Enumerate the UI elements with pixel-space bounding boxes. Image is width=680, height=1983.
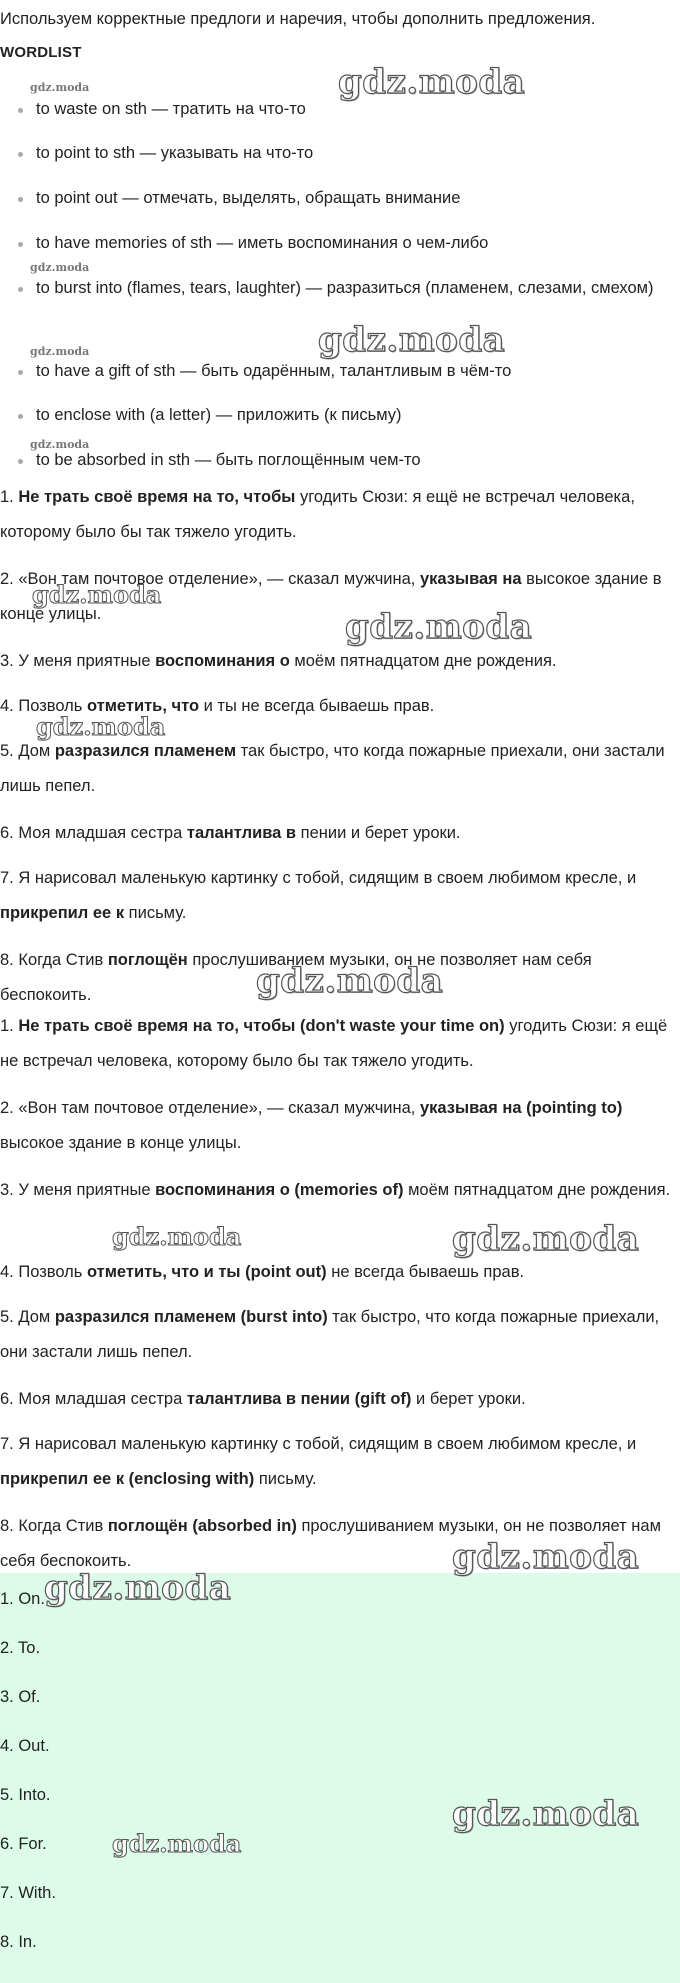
watermark-logo: gdz.moda [318,320,506,360]
sentence: 4. Позволь отметить, что и ты (point out) не всегда бываешь прав. [0,1263,525,1281]
wordlist-item: to point to sth — указывать на что-то [36,136,666,171]
sentence: 6. Моя младшая сестра талантлива в пении (gift of) и берет уроки. [0,1390,526,1408]
wordlist-heading: WORDLIST [0,44,82,61]
task-instruction: Используем корректные предлоги и наречия, чтобы дополнить предложения. [0,10,596,28]
sentence: 3. У меня приятные воспоминания о (memories of) моём пятнадцатом дне рождения. [0,1181,671,1199]
key-phrase: прикрепил ее к (enclosing with) [0,1470,255,1488]
sentence: 1. Не трать своё время на то, чтобы (don't waste your time on) угодить Сюзи: я ещё не встречал человека, которому было бы так тяжело угодить. [0,1017,668,1070]
sentence: 7. Я нарисовал маленькую картинку с тобой, сидящим в своем любимом кресле, и прикрепил ее к письму. [0,869,637,922]
answer-item: 5. Into. [0,1786,51,1804]
watermark-logo: gdz.moda [338,62,526,102]
watermark-logo: gdz.moda [112,1829,242,1858]
watermark-logo: gdz.moda [256,961,444,1001]
key-phrase: отметить, что [86,697,200,715]
answer-item: 6. For. [0,1835,47,1853]
key-phrase: разразился пламенем (burst into) [54,1308,328,1326]
watermark-logo: gdz.moda [345,607,533,647]
sentence: 1. Не трать своё время на то, чтобы угодить Сюзи: я ещё не встречал человека, которому было бы так тяжело угодить. [0,488,635,541]
sentence: 8. Когда Стив поглощён (absorbed in) прослушиванием музыки, он не позволяет нам себя беспокоить. [0,1517,661,1570]
key-phrase: талантлива в пении (gift of) [186,1390,412,1408]
answer-item: 2. To. [0,1639,41,1657]
watermark-logo: gdz.moda [30,261,90,274]
watermark-logo: gdz.moda [44,1568,232,1608]
wordlist-item: to be absorbed in sth — быть поглощённым чем-то [36,443,666,478]
sentence: 3. У меня приятные воспоминания о моём пятнадцатом дне рождения. [0,652,557,670]
sentence: 8. Когда Стив поглощён прослушиванием музыки, он не позволяет нам себя беспокоить. [0,951,592,1004]
sentence: 5. Дом разразился пламенем (burst into) так быстро, что когда пожарные приехали, они застали лишь пепел. [0,1308,660,1361]
watermark-logo: gdz.moda [452,1219,640,1259]
watermark-logo: gdz.moda [452,1794,640,1834]
sentence: 7. Я нарисовал маленькую картинку с тобой, сидящим в своем любимом кресле, и прикрепил ее к (enclosing with) письму. [0,1435,637,1488]
key-phrase: воспоминания о [155,652,290,670]
key-phrase: поглощён [107,951,188,969]
key-phrase: отметить, что и ты (point out) [86,1263,327,1281]
key-phrase: указывая на (pointing to) [419,1099,623,1117]
answer-item: 3. Of. [0,1688,41,1706]
sentence: 2. «Вон там почтовое отделение», — сказал мужчина, указывая на высокое здание в конце улицы. [0,570,662,623]
key-phrase: Не трать своё время на то, чтобы (don't waste your time on) [18,1017,505,1035]
key-phrase: талантлива в [186,824,297,842]
watermark-logo: gdz.moda [452,1537,640,1577]
wordlist-item: to have a gift of sth — быть одарённым, талантливым в чём-то [36,354,666,389]
sentence: 6. Моя младшая сестра талантлива в пении и берет уроки. [0,824,461,842]
watermark-logo: gdz.moda [30,81,90,94]
answers-panel [0,1573,680,1983]
answer-item: 7. With. [0,1884,56,1902]
answer-item: 8. In. [0,1933,37,1951]
wordlist-item: to have memories of sth — иметь воспоминания о чем-либо [36,226,666,261]
answer-item: 1. On. [0,1590,45,1608]
key-phrase: поглощён (absorbed in) [107,1517,297,1535]
wordlist-item: to enclose with (a letter) — приложить (к письму) [36,398,666,433]
watermark-logo: gdz.moda [30,438,90,451]
sentence: 4. Позволь отметить, что и ты не всегда бываешь прав. [0,697,435,715]
watermark-logo: gdz.moda [36,712,166,741]
key-phrase: воспоминания о (memories of) [155,1181,404,1199]
wordlist-item: to burst into (flames, tears, laughter) — разразиться (пламенем, слезами, смехом) [36,271,666,306]
wordlist-item: to waste on sth — тратить на что-то [36,92,666,127]
key-phrase: Не трать своё время на то, чтобы [18,488,296,506]
sentence: 2. «Вон там почтовое отделение», — сказал мужчина, указывая на (pointing to) высокое здание в конце улицы. [0,1099,623,1152]
sentence: 5. Дом разразился пламенем так быстро, что когда пожарные приехали, они застали лишь пепел. [0,742,665,795]
answer-item: 4. Out. [0,1737,50,1755]
key-phrase: прикрепил ее к [0,904,125,922]
watermark-logo: gdz.moda [32,580,162,609]
key-phrase: указывая на [419,570,522,588]
wordlist-item: to point out — отмечать, выделять, обращать внимание [36,181,666,216]
watermark-logo: gdz.moda [112,1222,242,1251]
watermark-logo: gdz.moda [30,345,90,358]
key-phrase: разразился пламенем [54,742,237,760]
